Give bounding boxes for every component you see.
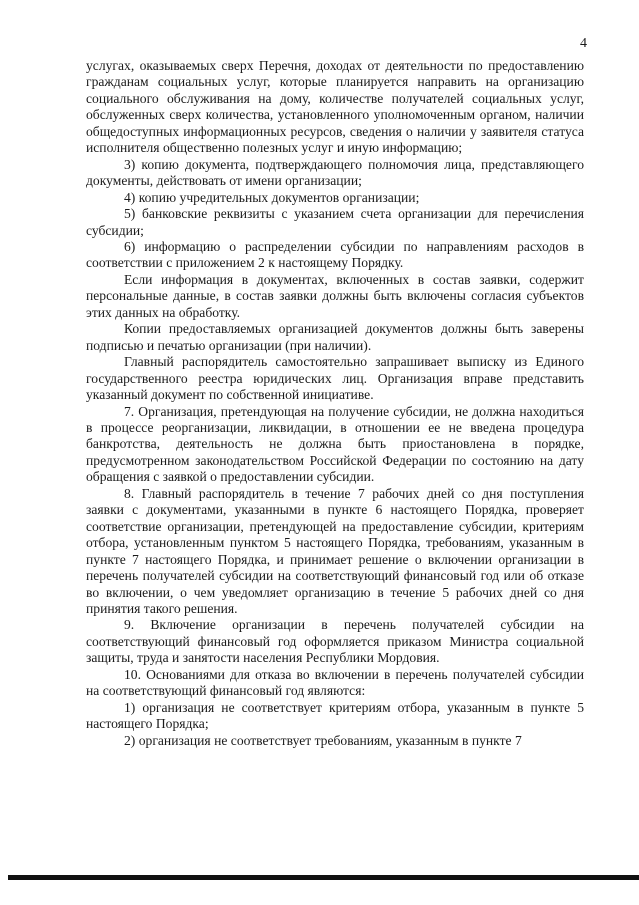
paragraph-refusal-1: 1) организация не соответствует критериям отбора, указанным в пункте 5 настоящего Порядка; [86,699,584,732]
page-number: 4 [580,36,587,51]
paragraph-personal-data: Если информация в документах, включенных в состав заявки, содержит персональные данные, в состав заявки должны быть включены согласия субъектов этих данных на обработку. [86,271,584,320]
paragraph-section-7: 7. Организация, претендующая на получение субсидии, не должна находиться в процессе реорганизации, ликвидации, в отношении ее не введена процедура банкротства, деятельность не должна быть приостановлена в порядке, предусмотренном законодательством Российской Федерации по состоянию на дату обращения с заявкой о предоставлении субсидии. [86,403,584,485]
bottom-border-line [8,875,639,880]
paragraph-item-3: 3) копию документа, подтверждающего полномочия лица, представляющего документы, действовать от имени организации; [86,156,584,189]
paragraph-document-copies: Копии предоставляемых организацией документов должны быть заверены подписью и печатью организации (при наличии). [86,321,584,353]
paragraph-refusal-2: 2) организация не соответствует требованиям, указанным в пункте 7 [124,732,522,748]
paragraph-section-10: 10. Основаниями для отказа во включении в перечень получателей субсидии на соответствующий финансовый год являются: [86,666,584,699]
paragraph-item-6: 6) информацию о распределении субсидии по направлениям расходов в соответствии с приложением 2 к настоящему Порядку. [86,238,584,271]
paragraph-section-8: 8. Главный распорядитель в течение 7 рабочих дней со дня поступления заявки с документами, указанными в пункте 6 настоящего Порядка, проверяет соответствие организации, претендующей на предоставление субсидии, критериям отбора, установленным пунктом 5 настоящего Порядка, требованиям, указанным в пункте 7 настоящего Порядка, и принимает решение о включении организации в перечень получателей субсидии на соответствующий финансовый год или об отказе во включении, о чем уведомляет организацию в течение 5 рабочих дней со дня принятия такого решения. [86,485,584,616]
paragraph-section-9: 9. Включение организации в перечень получателей субсидии на соответствующий финансовый год оформляется приказом Министра социальной защиты, труда и занятости населения Республики Мордовия. [86,617,584,666]
paragraph-registry-extract: Главный распорядитель самостоятельно запрашивает выписку из Единого государственного реестра юридических лиц. Организация вправе представить указанный документ по собственной инициативе. [86,354,584,403]
paragraph-item-5: 5) банковские реквизиты с указанием счета организации для перечисления субсидии; [86,206,584,238]
paragraph-continued-info: услугах, оказываемых сверх Перечня, доходах от деятельности по предоставлению гражданам социальных услуг, которые планируется направить на организацию социального обслуживания на дому, количестве получателей социальных услуг, обслуженных сверх количества, установленного уполномоченным органом, наличии общедоступных информационных ресурсов, сведения о наличии у заявителя статуса исполнителя общественно полезных услуг и иную информацию; [86,58,584,156]
document-body [86,58,584,749]
paragraph-item-4: 4) копию учредительных документов организации; [124,189,420,205]
